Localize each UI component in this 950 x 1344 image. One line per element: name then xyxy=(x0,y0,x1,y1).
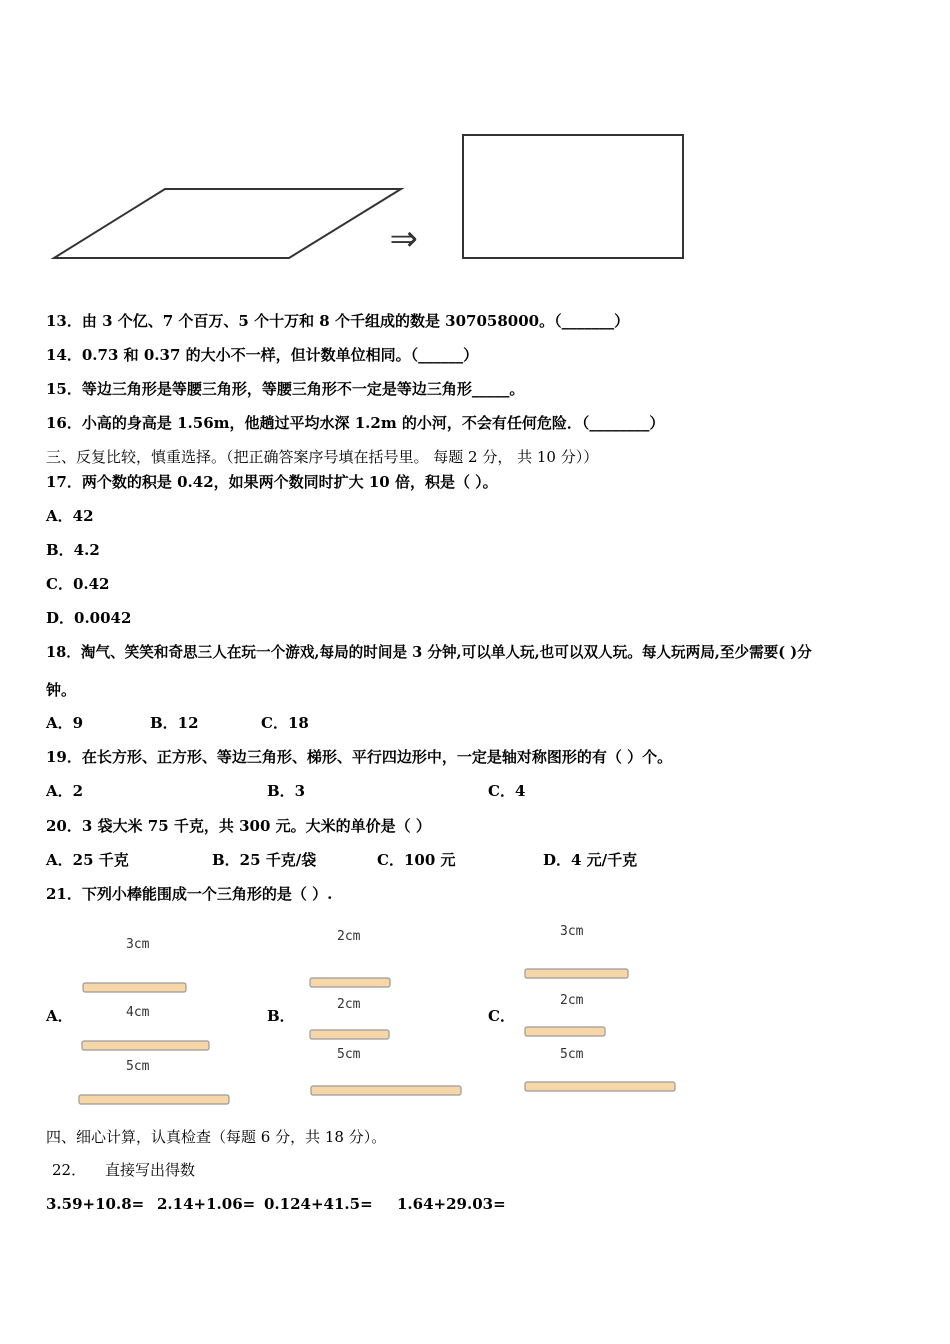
question-21-option-c-letter: C． xyxy=(488,1007,515,1025)
stick-b3 xyxy=(311,1086,461,1095)
stick-a2-label: 4cm xyxy=(126,1005,150,1020)
stick-c2-label: 2cm xyxy=(560,993,584,1008)
stick-c1 xyxy=(525,969,628,978)
question-19-stem: 19．在长方形、正方形、等边三角形、梯形、平行四边形中，一定是轴对称图形的有（ ）个。 xyxy=(46,748,673,766)
section-3-heading: 三、反复比较，慎重选择。（把正确答案序号填在括号里。 每题 2 分， 共 10 分）） xyxy=(46,448,599,466)
question-18-stem-line1: 18．淘气、笑笑和奇思三人在玩一个游戏,每局的时间是 3 分钟,可以单人玩,也可以双人玩。每人玩两局,至少需要( )分 xyxy=(46,644,812,661)
rectangle-shape xyxy=(463,135,683,258)
question-21-sticks-figure xyxy=(0,915,720,1115)
question-21-option-b-letter: B． xyxy=(267,1007,295,1025)
question-17-stem: 17．两个数的积是 0.42，如果两个数同时扩大 10 倍，积是（ ）。 xyxy=(46,473,498,491)
stick-c1-label: 3cm xyxy=(560,924,584,939)
stick-c3-label: 5cm xyxy=(560,1047,584,1062)
question-18-option-c: C．18 xyxy=(261,714,309,732)
stick-c2 xyxy=(525,1027,605,1036)
stick-b1 xyxy=(310,978,390,987)
parallelogram-to-rectangle-figure xyxy=(0,120,720,270)
stick-b1-label: 2cm xyxy=(337,929,361,944)
question-22-number: 22． xyxy=(52,1161,87,1179)
question-17-option-b: B．4.2 xyxy=(46,541,100,559)
calc-item-4: 1.64+29.03= xyxy=(397,1195,506,1213)
question-13: 13．由 3 个亿、7 个百万、5 个十万和 8 个千组成的数是 307058000。（_______） xyxy=(46,312,630,330)
question-16: 16．小高的身高是 1.56m，他趟过平均水深 1.2m 的小河，不会有任何危险．（________） xyxy=(46,414,665,432)
question-17-option-c: C．0.42 xyxy=(46,575,110,593)
stick-a2 xyxy=(82,1041,209,1050)
stick-b2-label: 2cm xyxy=(337,997,361,1012)
question-19-option-a: A．2 xyxy=(46,782,84,800)
calc-item-1: 3.59+10.8= xyxy=(46,1195,145,1213)
stick-a3-label: 5cm xyxy=(126,1059,150,1074)
calc-item-3: 0.124+41.5= xyxy=(264,1195,373,1213)
question-19-option-b: B．3 xyxy=(267,782,306,800)
stick-a1 xyxy=(83,983,186,992)
question-17-option-a: A．42 xyxy=(46,507,94,525)
question-19-option-c: C．4 xyxy=(488,782,526,800)
question-22-title: 直接写出得数 xyxy=(105,1161,196,1179)
section-4-heading: 四、细心计算，认真检查（每题 6 分，共 18 分）。 xyxy=(46,1128,387,1146)
question-20-stem: 20．3 袋大米 75 千克，共 300 元。大米的单价是（ ） xyxy=(46,817,431,835)
stick-b2 xyxy=(310,1030,389,1039)
question-18-stem-line2: 钟。 xyxy=(46,681,77,699)
question-20-option-d: D．4 元/千克 xyxy=(543,851,638,869)
question-20-option-a: A．25 千克 xyxy=(46,851,129,869)
transform-arrow-icon: ⇒ xyxy=(390,209,418,263)
question-15: 15．等边三角形是等腰三角形，等腰三角形不一定是等边三角形_____。 xyxy=(46,380,525,398)
question-20-option-b: B．25 千克/袋 xyxy=(212,851,317,869)
calc-item-2: 2.14+1.06= xyxy=(157,1195,256,1213)
question-17-option-d: D．0.0042 xyxy=(46,609,132,627)
question-21-stem: 21．下列小棒能围成一个三角形的是（ ）. xyxy=(46,885,333,903)
parallelogram-shape xyxy=(54,189,401,258)
question-14: 14．0.73 和 0.37 的大小不一样，但计数单位相同。（______） xyxy=(46,346,479,364)
stick-a3 xyxy=(79,1095,229,1104)
stick-a1-label: 3cm xyxy=(126,937,150,952)
question-20-option-c: C．100 元 xyxy=(377,851,456,869)
question-18-option-b: B．12 xyxy=(150,714,199,732)
stick-c3 xyxy=(525,1082,675,1091)
stick-b3-label: 5cm xyxy=(337,1047,361,1062)
question-18-option-a: A．9 xyxy=(46,714,84,732)
question-21-option-a-letter: A． xyxy=(46,1007,73,1025)
